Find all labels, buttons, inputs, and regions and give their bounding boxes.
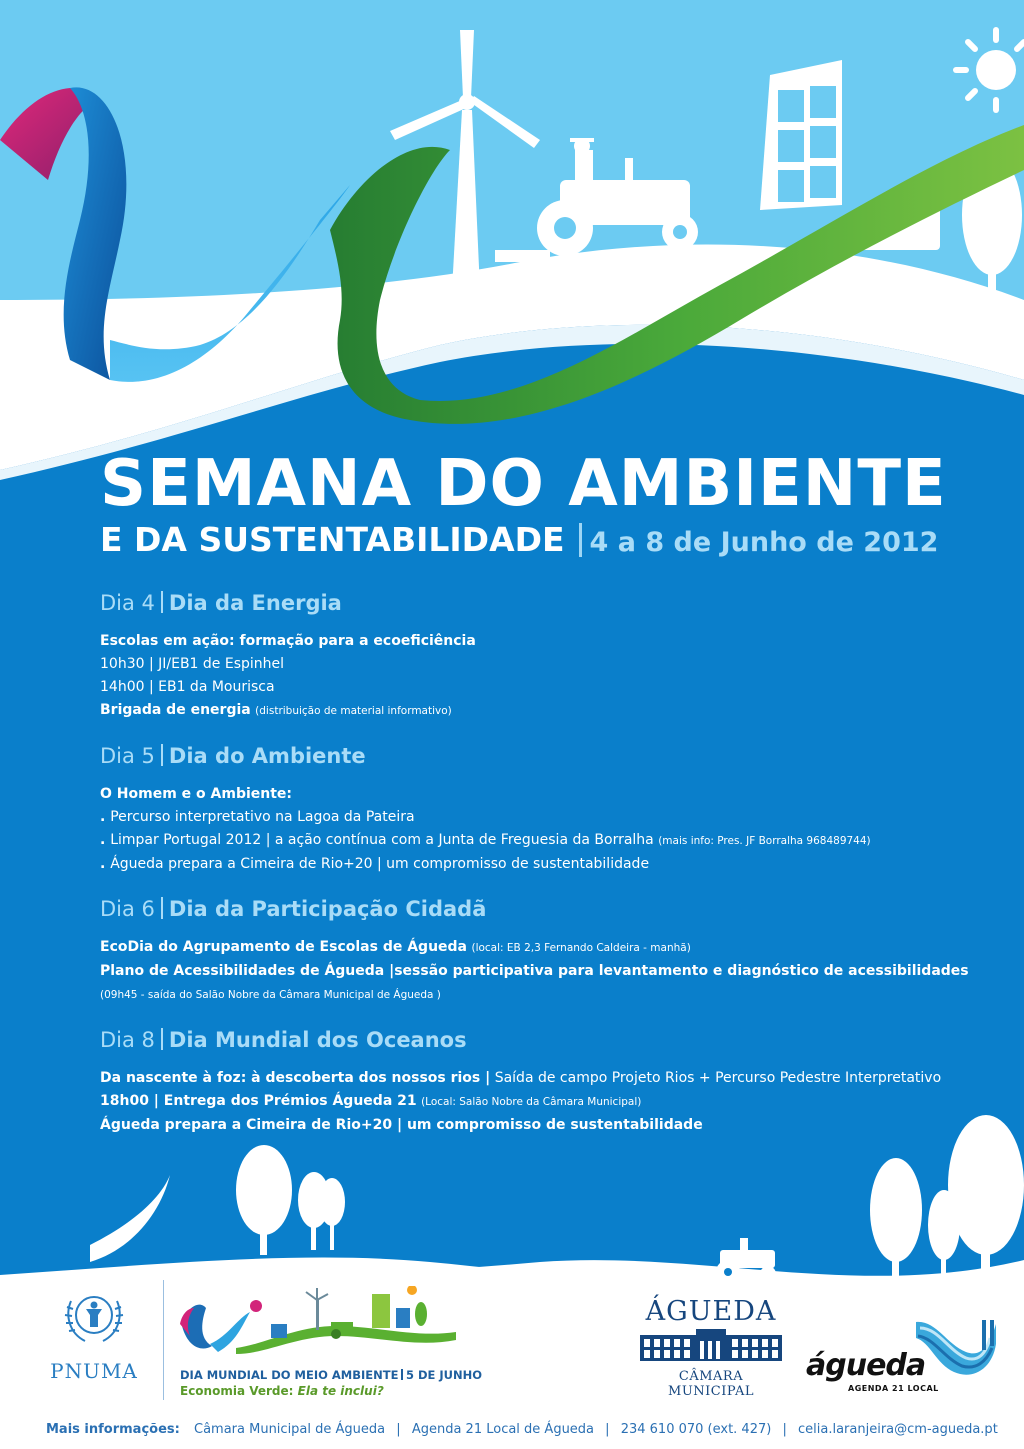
day-heading (100, 894, 980, 924)
contact-label: Mais informações: (46, 1422, 180, 1437)
day-heading (100, 1025, 980, 1055)
day-number: Dia 8 (100, 1028, 155, 1052)
program-line (100, 1067, 980, 1090)
line-bold: Brigada de energia (100, 702, 251, 718)
agenda21-logo (806, 1314, 1002, 1400)
town-hall-icon (638, 1327, 784, 1363)
program-line (100, 1090, 980, 1114)
day-heading (100, 741, 980, 771)
program-content (100, 588, 980, 1155)
contact-separator: | (396, 1422, 401, 1437)
program-line (100, 853, 980, 876)
program-line (100, 676, 980, 699)
day-section (100, 1025, 980, 1137)
agueda-name: ÁGUEDA (645, 1296, 777, 1327)
contact-item: Agenda 21 Local de Águeda (411, 1422, 595, 1437)
wed-title-text: DIA MUNDIAL DO MEIO AMBIENTE (180, 1368, 399, 1382)
heading-separator (161, 591, 163, 613)
line-bold: EcoDia do Agrupamento de Escolas de Águeda (100, 939, 468, 955)
line-bold: Da nascente à foz: à descoberta dos nossos rios | (100, 1070, 491, 1086)
day-name: Dia da Energia (168, 591, 342, 615)
wed-slogan-a: Economia Verde: (180, 1384, 294, 1398)
title-subtitle-row (100, 520, 1000, 560)
line-note: (mais info: Pres. JF Borralha 968489744) (658, 835, 871, 847)
day-name: Dia da Participação Cidadã (168, 897, 487, 921)
program-line (100, 783, 980, 806)
day-number: Dia 4 (100, 591, 155, 615)
world-environment-day-slogan (180, 1384, 384, 1398)
program-line (100, 806, 980, 829)
footer-divider (163, 1280, 164, 1400)
contact-bar (0, 1418, 1024, 1449)
line-note: (local: EB 2,3 Fernando Caldeira - manhã) (471, 942, 691, 954)
line-text: 14h00 | EB1 da Mourisca (100, 679, 275, 695)
day-number: Dia 5 (100, 744, 155, 768)
contact-email-link[interactable]: celia.laranjeira@cm-agueda.pt (798, 1422, 998, 1437)
day-section (100, 588, 980, 723)
pnuma-label: PNUMA (50, 1359, 138, 1383)
camara-municipal-logo (638, 1296, 784, 1399)
day-number: Dia 6 (100, 897, 155, 921)
line-text: Saída de campo Projeto Rios + Percurso Pedestre Interpretativo (490, 1070, 942, 1086)
wed-date: 5 DE JUNHO (405, 1368, 483, 1382)
line-bold: Plano de Acessibilidades de Águeda |sessão participativa para levantamento e diagnóstico de acessibilidades (100, 963, 969, 979)
un-emblem-icon (59, 1285, 129, 1351)
day-body (100, 1067, 980, 1137)
world-environment-day-title (180, 1368, 482, 1382)
day-body (100, 630, 980, 723)
wed-slogan-b: Ela te inclui? (297, 1384, 384, 1398)
contact-item: Câmara Municipal de Águeda (194, 1422, 386, 1437)
line-note: (09h45 - saída do Salão Nobre da Câmara Municipal de Águeda ) (100, 989, 441, 1001)
day-section (100, 894, 980, 1007)
heading-separator (161, 744, 163, 766)
program-line (100, 1114, 980, 1137)
line-bold: O Homem e o Ambiente: (100, 786, 293, 802)
contact-phone[interactable]: 234 610 070 (ext. 427) (620, 1422, 772, 1437)
day-heading (100, 588, 980, 618)
title-separator (579, 523, 582, 557)
program-line (100, 983, 980, 1007)
world-environment-day-logo (176, 1286, 466, 1368)
line-text: 10h30 | JI/EB1 de Espinhel (100, 656, 285, 672)
line-text: Águeda prepara a Cimeira de Rio+20 | um compromisso de sustentabilidade (110, 856, 650, 872)
line-bold: Escolas em ação: formação para a ecoeficiência (100, 633, 476, 649)
line-note: (Local: Salão Nobre da Câmara Municipal) (421, 1096, 642, 1108)
event-date: 4 a 8 de Junho de 2012 (589, 527, 939, 558)
day-name: Dia do Ambiente (168, 744, 366, 768)
heading-separator (161, 1028, 163, 1050)
contact-info (46, 1422, 998, 1437)
line-text: Limpar Portugal 2012 | a ação contínua com a Junta de Freguesia da Borralha (110, 832, 659, 848)
program-line (100, 699, 980, 723)
pnuma-logo (44, 1285, 144, 1383)
day-section (100, 741, 980, 876)
day-body (100, 936, 980, 1007)
day-name: Dia Mundial dos Oceanos (168, 1028, 467, 1052)
line-bold: 18h00 | Entrega dos Prémios Águeda 21 (100, 1093, 417, 1109)
day-body (100, 783, 980, 876)
camara-municipal-label: CÂMARA MUNICIPAL (668, 1369, 754, 1399)
program-line (100, 630, 980, 653)
agenda21-label: AGENDA 21 LOCAL (848, 1384, 939, 1393)
agenda21-name: águeda (806, 1348, 926, 1383)
heading-separator (161, 897, 163, 919)
line-text: Percurso interpretativo na Lagoa da Pateira (110, 809, 415, 825)
program-line (100, 653, 980, 676)
building-icon (760, 60, 842, 210)
line-note: (distribuição de material informativo) (255, 705, 452, 717)
program-line (100, 936, 980, 960)
contact-separator: | (782, 1422, 787, 1437)
program-line (100, 829, 980, 853)
program-line (100, 960, 980, 983)
page-title: SEMANA DO AMBIENTE (100, 447, 947, 521)
contact-separator: | (605, 1422, 610, 1437)
line-bold: Águeda prepara a Cimeira de Rio+20 | um compromisso de sustentabilidade (100, 1117, 703, 1133)
title-block (100, 448, 1000, 560)
page-subtitle: E DA SUSTENTABILIDADE (100, 520, 565, 559)
wed-separator (401, 1369, 403, 1380)
